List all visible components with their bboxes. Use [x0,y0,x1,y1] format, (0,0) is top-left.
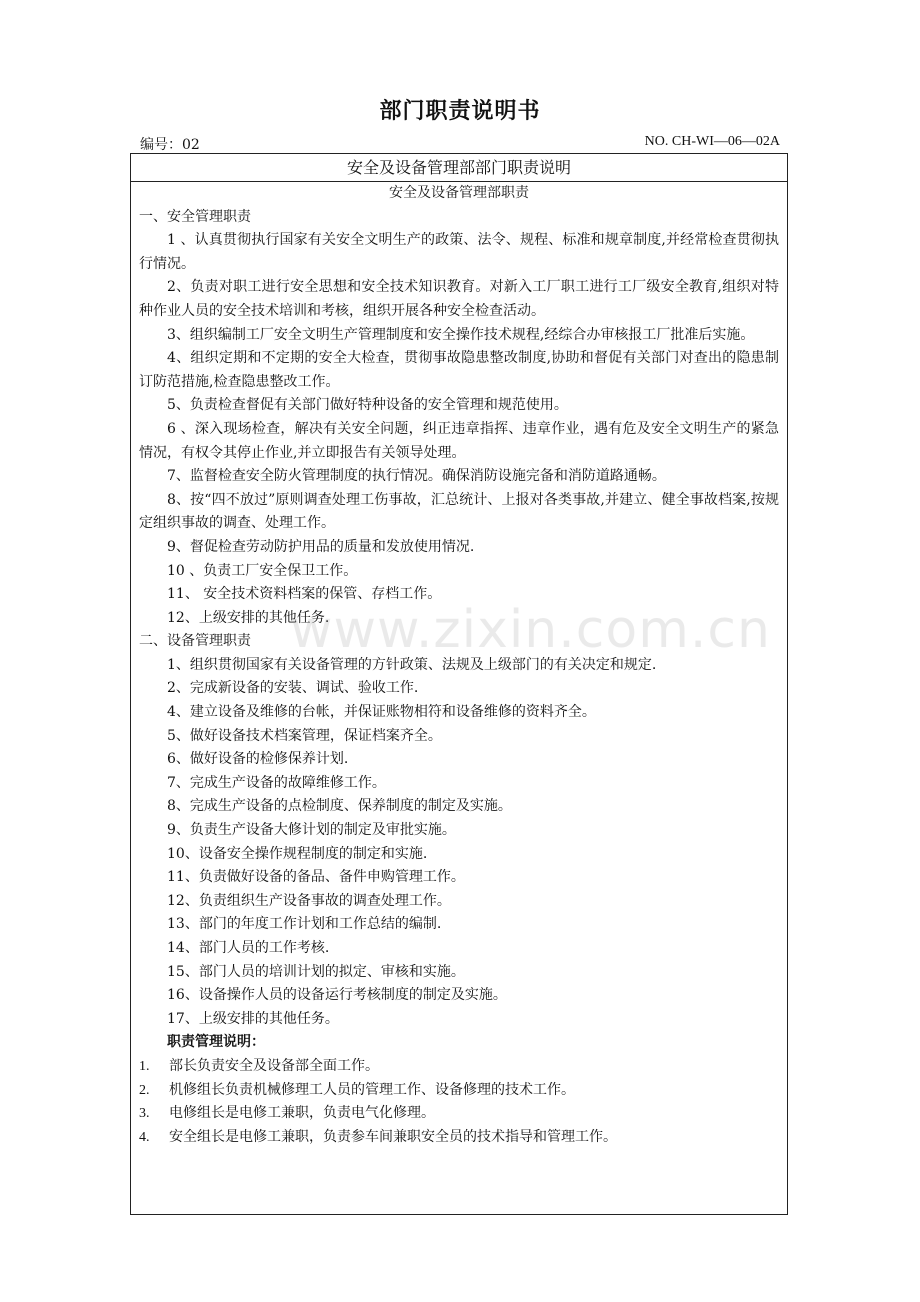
equipment-duty-item: 14、部门人员的工作考核. [167,940,330,956]
safety-duty-item: 2、负责对职工进行安全思想和安全技术知识教育。对新入工厂职工进行工厂级安全教育,组织对特种作业人员的安全技术培训和考核，组织开展各种安全检查活动。 [139,279,779,319]
equipment-duty-item: 15、部门人员的培训计划的拟定、审核和实施。 [167,963,465,980]
equipment-duty-item: 12、负责组织生产设备事故的调查处理工作。 [167,892,451,909]
document-code: NO. CH-WI—06—02A [644,134,780,149]
equipment-duty-item: 11、负责做好设备的备品、备件申购管理工作。 [167,869,465,886]
equipment-section-heading: 二、设备管理职责 [139,633,251,650]
safety-duty-item: 12、上级安排的其他任务. [167,609,330,626]
equipment-duty-item: 8、完成生产设备的点检制度、保养制度的制定及实施。 [167,798,512,815]
note-text: 电修组长是电修工兼职，负责电气化修理。 [169,1105,435,1122]
note-number: 3. [139,1106,150,1122]
table-content [139,182,779,1149]
equipment-duties-list [139,654,779,1032]
safety-duty-item: 11、 安全技术资料档案的保管、存档工作。 [167,586,442,603]
notes-list [139,1055,779,1149]
equipment-duty-item: 2、完成新设备的安装、调试、验收工作. [167,680,419,697]
watermark: www.zixin.com.cn [290,600,771,660]
safety-duty-item: 10 、负责工厂安全保卫工作。 [167,562,358,579]
sub-heading: 安全及设备管理部职责 [389,185,529,201]
equipment-duty-item: 10、设备安全操作规程制度的制定和实施. [167,845,428,862]
responsibility-table [130,153,788,1215]
note-item [139,1126,779,1150]
safety-duty-item: 8、按“四不放过”原则调查处理工伤事故，汇总统计、上报对各类事故,并建立、健全事故档案,按规定组织事故的调查、处理工作。 [139,491,779,532]
equipment-duty-item: 6、做好设备的检修保养计划. [167,751,349,768]
safety-duty-item: 5、负责检查督促有关部门做好特种设备的安全管理和规范使用。 [167,397,568,414]
note-text: 安全组长是电修工兼职，负责参车间兼职安全员的技术指导和管理工作。 [169,1128,617,1145]
equipment-duty-item: 13、部门的年度工作计划和工作总结的编制. [167,916,442,933]
safety-duty-item: 7、监督检查安全防火管理制度的执行情况。确保消防设施完备和消防道路通畅。 [167,468,666,485]
note-number: 2. [139,1082,150,1098]
safety-section-heading: 一、安全管理职责 [139,208,251,225]
note-number: 4. [139,1129,150,1145]
equipment-duty-item: 5、做好设备技术档案管理，保证档案齐全。 [167,727,442,744]
note-item [139,1079,779,1103]
safety-duty-item: 3、组织编制工厂安全文明生产管理制度和安全操作技术规程,经综合办审核报工厂批准后实施。 [167,326,755,343]
safety-duties-list [139,229,779,630]
note-text: 机修组长负责机械修理工人员的管理工作、设备修理的技术工作。 [169,1081,575,1098]
note-item [139,1055,779,1079]
safety-duty-item: 6 、深入现场检查，解决有关安全问题，纠正违章指挥、违章作业，遇有危及安全文明生产的紧急情况，有权令其停止作业,并立即报告有关领导处理。 [139,420,779,461]
equipment-duty-item: 17、上级安排的其他任务。 [167,1010,339,1027]
note-text: 部长负责安全及设备部全面工作。 [169,1057,379,1074]
note-item [139,1102,779,1126]
note-number: 1. [139,1058,150,1074]
equipment-duty-item: 4、建立设备及维修的台帐，并保证账物相符和设备维修的资料齐全。 [167,704,596,721]
table-title: 安全及设备管理部部门职责说明 [131,154,787,182]
equipment-duty-item: 1、组织贯彻国家有关设备管理的方针政策、法规及上级部门的有关决定和规定. [167,656,657,673]
document-number: 编号：02 [140,137,200,153]
safety-duty-item: 1 、认真贯彻执行国家有关安全文明生产的政策、法令、规程、标准和规章制度,并经常检查贯彻执行情况。 [139,232,779,272]
notes-heading: 职责管理说明： [167,1034,265,1051]
safety-duty-item: 9、督促检查劳动防护用品的质量和发放使用情况. [167,538,475,555]
document-title: 部门职责说明书 [379,99,541,124]
safety-duty-item: 4、组织定期和不定期的安全大检查，贯彻事故隐患整改制度,协助和督促有关部门对查出的隐患制订防范措施,检查隐患整改工作。 [139,350,779,390]
equipment-duty-item: 16、设备操作人员的设备运行考核制度的制定及实施。 [167,987,507,1004]
equipment-duty-item: 9、负责生产设备大修计划的制定及审批实施。 [167,822,456,839]
equipment-duty-item: 7、完成生产设备的故障维修工作。 [167,774,386,791]
